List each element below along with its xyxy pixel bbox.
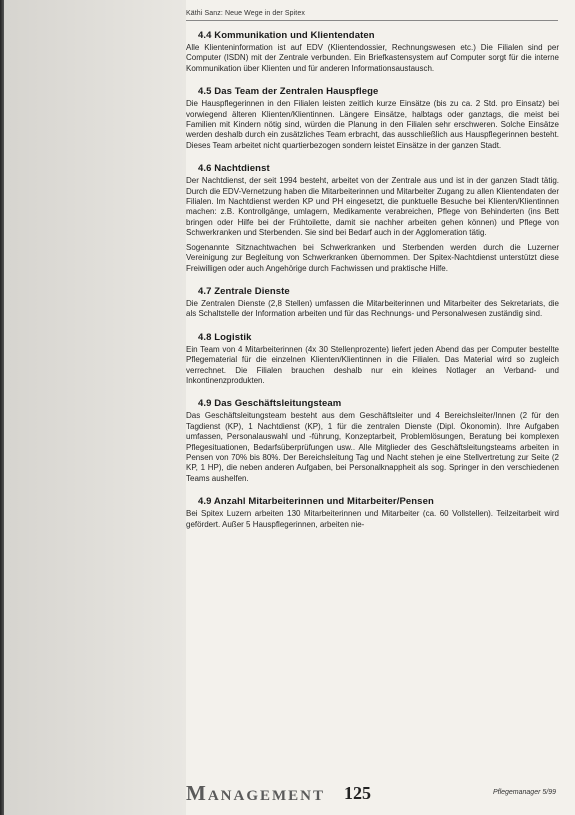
article-body (186, 30, 559, 778)
paragraph: Die Hauspflegerinnen in den Filialen leisten zeitlich kurze Einsätze (bis zu ca. 2 Std. pro Einsatz) bei vorwiegend älteren Klienten/Klientinnen. Längere Einsätze, halbtags oder ganztags, die meist bei Familien mit Kindern nötig sind, würden die Planung in den Filialen sehr erschweren. Solche Einsätze werden deshalb durch ein zusätzliches Team erbracht, das ausschließlich aus Hauspflegerinnen besteht. Dieses Team arbeitet nicht quartierbezogen sondern leistet Einsätze in der ganzen Stadt. (186, 99, 559, 150)
paragraph: Bei Spitex Luzern arbeiten 130 Mitarbeiterinnen und Mitarbeiter (ca. 60 Vollstellen). Teilzeitarbeit wird gefördert. Außer 5 Hauspflegerinnen, arbeiten nie- (186, 509, 559, 529)
issue-label: Pflegemanager 5/99 (492, 789, 556, 796)
section (186, 86, 559, 151)
paragraph: Das Geschäftsleitungsteam besteht aus dem Geschäftsleiter und 4 Bereichsleiter/Innen (2 für den Tagdienst (KP), 1 Nachtdienst (KP), 1 für die zentralen Dienste (Dipl. Ökonomin). Ihre Aufgaben umfassen, Personalauswahl und -führung, Konzeptarbeit, Problemlösungen, Beratung bei komplexen Pflegesituationen, Bedarfsüberprüfungen usw.. Alle Mitglieder des Geschäftsleitungsteams arbeiten in Pensen von 70% bis 80%. Der Bereichsleitung Tag und Nacht stehen je eine Stellvertretung zur Seite (2 KP, 1 HP), die neben anderen Aufgaben, bei Personalknappheit als sog. Springer in den verschiedenen Teams aushelfen. (186, 411, 559, 483)
page-footer (186, 781, 558, 803)
section (186, 30, 559, 74)
magazine-section-title: Management (186, 781, 325, 805)
section-heading: 4.7 Zentrale Dienste (198, 285, 290, 297)
section-heading: 4.9 Anzahl Mitarbeiterinnen und Mitarbeiter/Pensen (198, 496, 434, 508)
section-heading: 4.8 Logistik (198, 331, 252, 343)
section (186, 286, 559, 320)
section (186, 332, 559, 387)
section (186, 398, 559, 484)
running-head: Käthi Sanz: Neue Wege in der Spitex (186, 10, 305, 17)
paragraph: Ein Team von 4 Mitarbeiterinnen (4x 30 Stellenprozente) liefert jeden Abend das per Computer bestellte Pflegematerial für die einzelnen Klienten/Klientinnen in die Filialen. Das Material wird so zugleich verrechnet. Die Filialen brauchen deshalb nur ein kleines Notlager an Verband- und Inkontinenzprodukten. (186, 344, 559, 385)
paragraph: Der Nachtdienst, der seit 1994 besteht, arbeitet von der Zentrale aus und ist in der ganzen Stadt tätig. Durch die EDV-Vernetzung haben die Mitarbeiterinnen und Mitarbeiter Zugang zu allen Klientendaten der Filialen. Im Nachtdienst werden KP und PH eingesetzt, die punktuelle Besuche bei Klienten/Klientinnen machen: z.B. Kontrollgänge, umlagern, Medikamente verabreichen, Pflege von Behinderten (ins Bett bringen oder Hilfe bei der Frühtoilette, damit sie nachher arbeiten gehen können) und Pflege von Schwerkranken und Sterbenden. Sie sind bei Bedarf auch in der Agglomeration tätig. (186, 176, 559, 238)
header-rule (186, 20, 558, 21)
paragraph: Alle Klienteninformation ist auf EDV (Klientendossier, Rechnungswesen etc.) Die Filialen sind per Computer (ISDN) mit der Zentrale verbunden. Ein Briefkastensystem auf Computer sorgt für die interne Kommunikation über Klienten und für anderen Informationsaustausch. (186, 43, 559, 73)
section-heading: 4.5 Das Team der Zentralen Hauspflege (198, 86, 379, 98)
paragraph: Die Zentralen Dienste (2,8 Stellen) umfassen die Mitarbeiterinnen und Mitarbeiter des Sekretariats, die als Schaltstelle der Information arbeiten und für das Rechnungs- und Personalwesen zuständig sind. (186, 298, 559, 319)
section-heading: 4.9 Das Geschäftsleitungsteam (198, 398, 342, 410)
section (186, 163, 559, 274)
paragraph: Sogenannte Sitznachtwachen bei Schwerkranken und Sterbenden werden durch die Luzerner Vereinigung zur Begleitung von Schwerkranken übernommen. Der Spitex-Nachtdienst unterstützt diese Freiwilligen oder auch Angehörige durch Fachwissen und praktische Hilfe. (186, 242, 559, 273)
section-heading: 4.6 Nachtdienst (198, 163, 270, 175)
section-heading: 4.4 Kommunikation und Klientendaten (198, 30, 375, 41)
page-number: 125 (344, 783, 371, 803)
section (186, 496, 559, 530)
page-margin-band (4, 0, 186, 815)
